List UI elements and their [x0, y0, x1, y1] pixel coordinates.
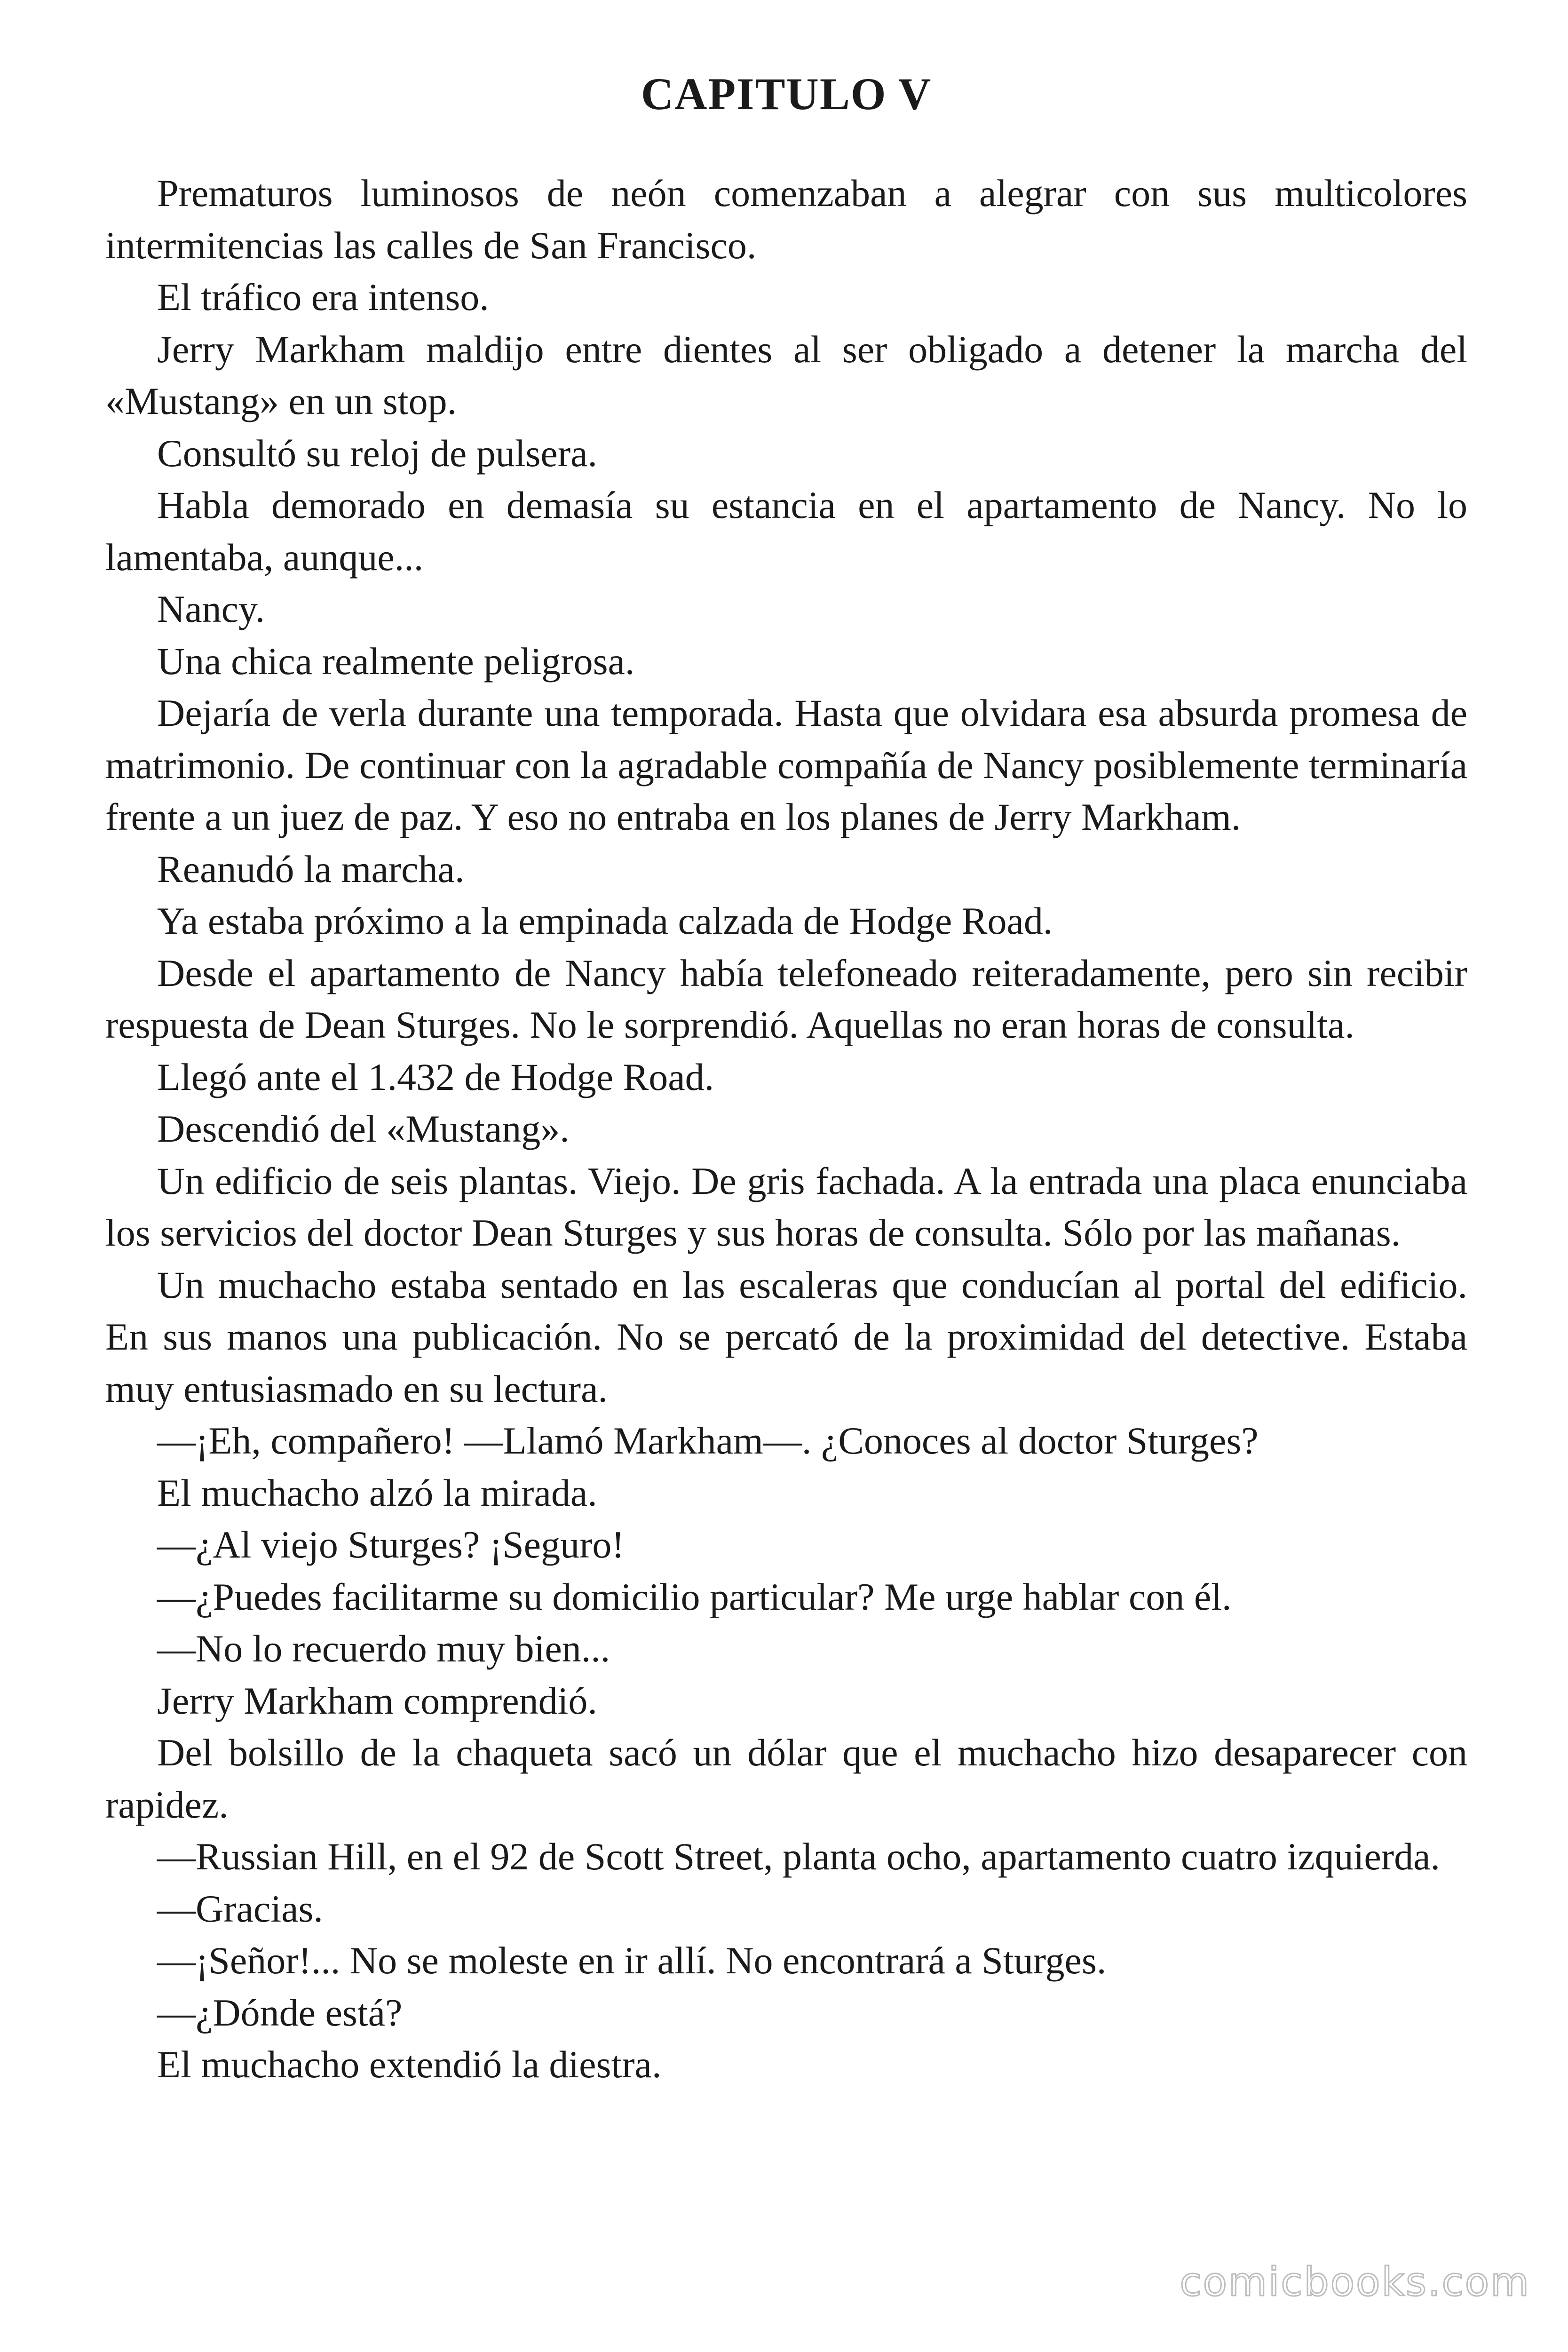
paragraph: El muchacho alzó la mirada. — [157, 1471, 597, 1514]
paragraph: Una chica realmente peligrosa. — [157, 639, 635, 683]
paragraph: Del bolsillo de la chaqueta sacó un dólar que el muchacho hizo desaparecer con rapidez. — [105, 1731, 1467, 1826]
paragraph: —Russian Hill, en el 92 de Scott Street, planta ocho, apartamento cuatro izquierda. — [157, 1835, 1440, 1878]
paragraph: Llegó ante el 1.432 de Hodge Road. — [157, 1055, 714, 1098]
paragraph: —No lo recuerdo muy bien... — [157, 1627, 610, 1670]
paragraph: —¿Dónde está? — [157, 1991, 403, 2034]
paragraph: —¡Eh, compañero! —Llamó Markham—. ¿Conoces al doctor Sturges? — [157, 1419, 1259, 1462]
paragraph: —¡Señor!... No se moleste en ir allí. No encontrará a Sturges. — [157, 1939, 1107, 1982]
paragraph: Reanudó la marcha. — [157, 847, 465, 890]
paragraph: Jerry Markham comprendió. — [157, 1679, 597, 1722]
paragraph: Ya estaba próximo a la empinada calzada de Hodge Road. — [157, 899, 1053, 942]
paragraph: Desde el apartamento de Nancy había telefoneado reiteradamente, pero sin recibir respuesta de Dean Sturges. No le sorprendió. Aquellas no eran horas de consulta. — [105, 951, 1467, 1046]
paragraph: Descendió del «Mustang». — [157, 1107, 570, 1150]
paragraph: Consultó su reloj de pulsera. — [157, 431, 598, 475]
paragraph: —¿Al viejo Sturges? ¡Seguro! — [157, 1523, 625, 1566]
chapter-title: CAPITULO V — [641, 69, 932, 119]
paragraph: El muchacho extendió la diestra. — [157, 2043, 662, 2086]
paragraph: Un edificio de seis plantas. Viejo. De gris fachada. A la entrada una placa enunciaba los servicios del doctor Dean Sturges y sus horas de consulta. Sólo por las mañanas. — [105, 1159, 1467, 1254]
paragraph: Nancy. — [157, 588, 265, 630]
body-text — [105, 167, 1467, 2091]
paragraph: —¿Puedes facilitarme su domicilio particular? Me urge hablar con él. — [157, 1575, 1232, 1618]
paragraph: —Gracias. — [157, 1887, 323, 1930]
paragraph: Dejaría de verla durante una temporada. Hasta que olvidara esa absurda promesa de matrimonio. De continuar con la agradable compañía de Nancy posiblemente terminaría frente a un juez de paz. Y eso no entraba en los planes de Jerry Markham. — [105, 691, 1467, 838]
paragraph: Prematuros luminosos de neón comenzaban a alegrar con sus multicolores intermitencias las calles de San Francisco. — [105, 172, 1467, 267]
book-page — [105, 66, 1467, 2091]
paragraph: Habla demorado en demasía su estancia en el apartamento de Nancy. No lo lamentaba, aunque... — [105, 484, 1467, 579]
watermark-logo: comicbooks.com — [1180, 2259, 1530, 2305]
paragraph: Jerry Markham maldijo entre dientes al ser obligado a detener la marcha del «Mustang» en un stop. — [105, 327, 1467, 422]
paragraph: El tráfico era intenso. — [157, 276, 489, 318]
paragraph: Un muchacho estaba sentado en las escaleras que conducían al portal del edificio. En sus manos una publicación. No se percató de la proximidad del detective. Estaba muy entusiasmado en su lectura. — [105, 1263, 1467, 1410]
